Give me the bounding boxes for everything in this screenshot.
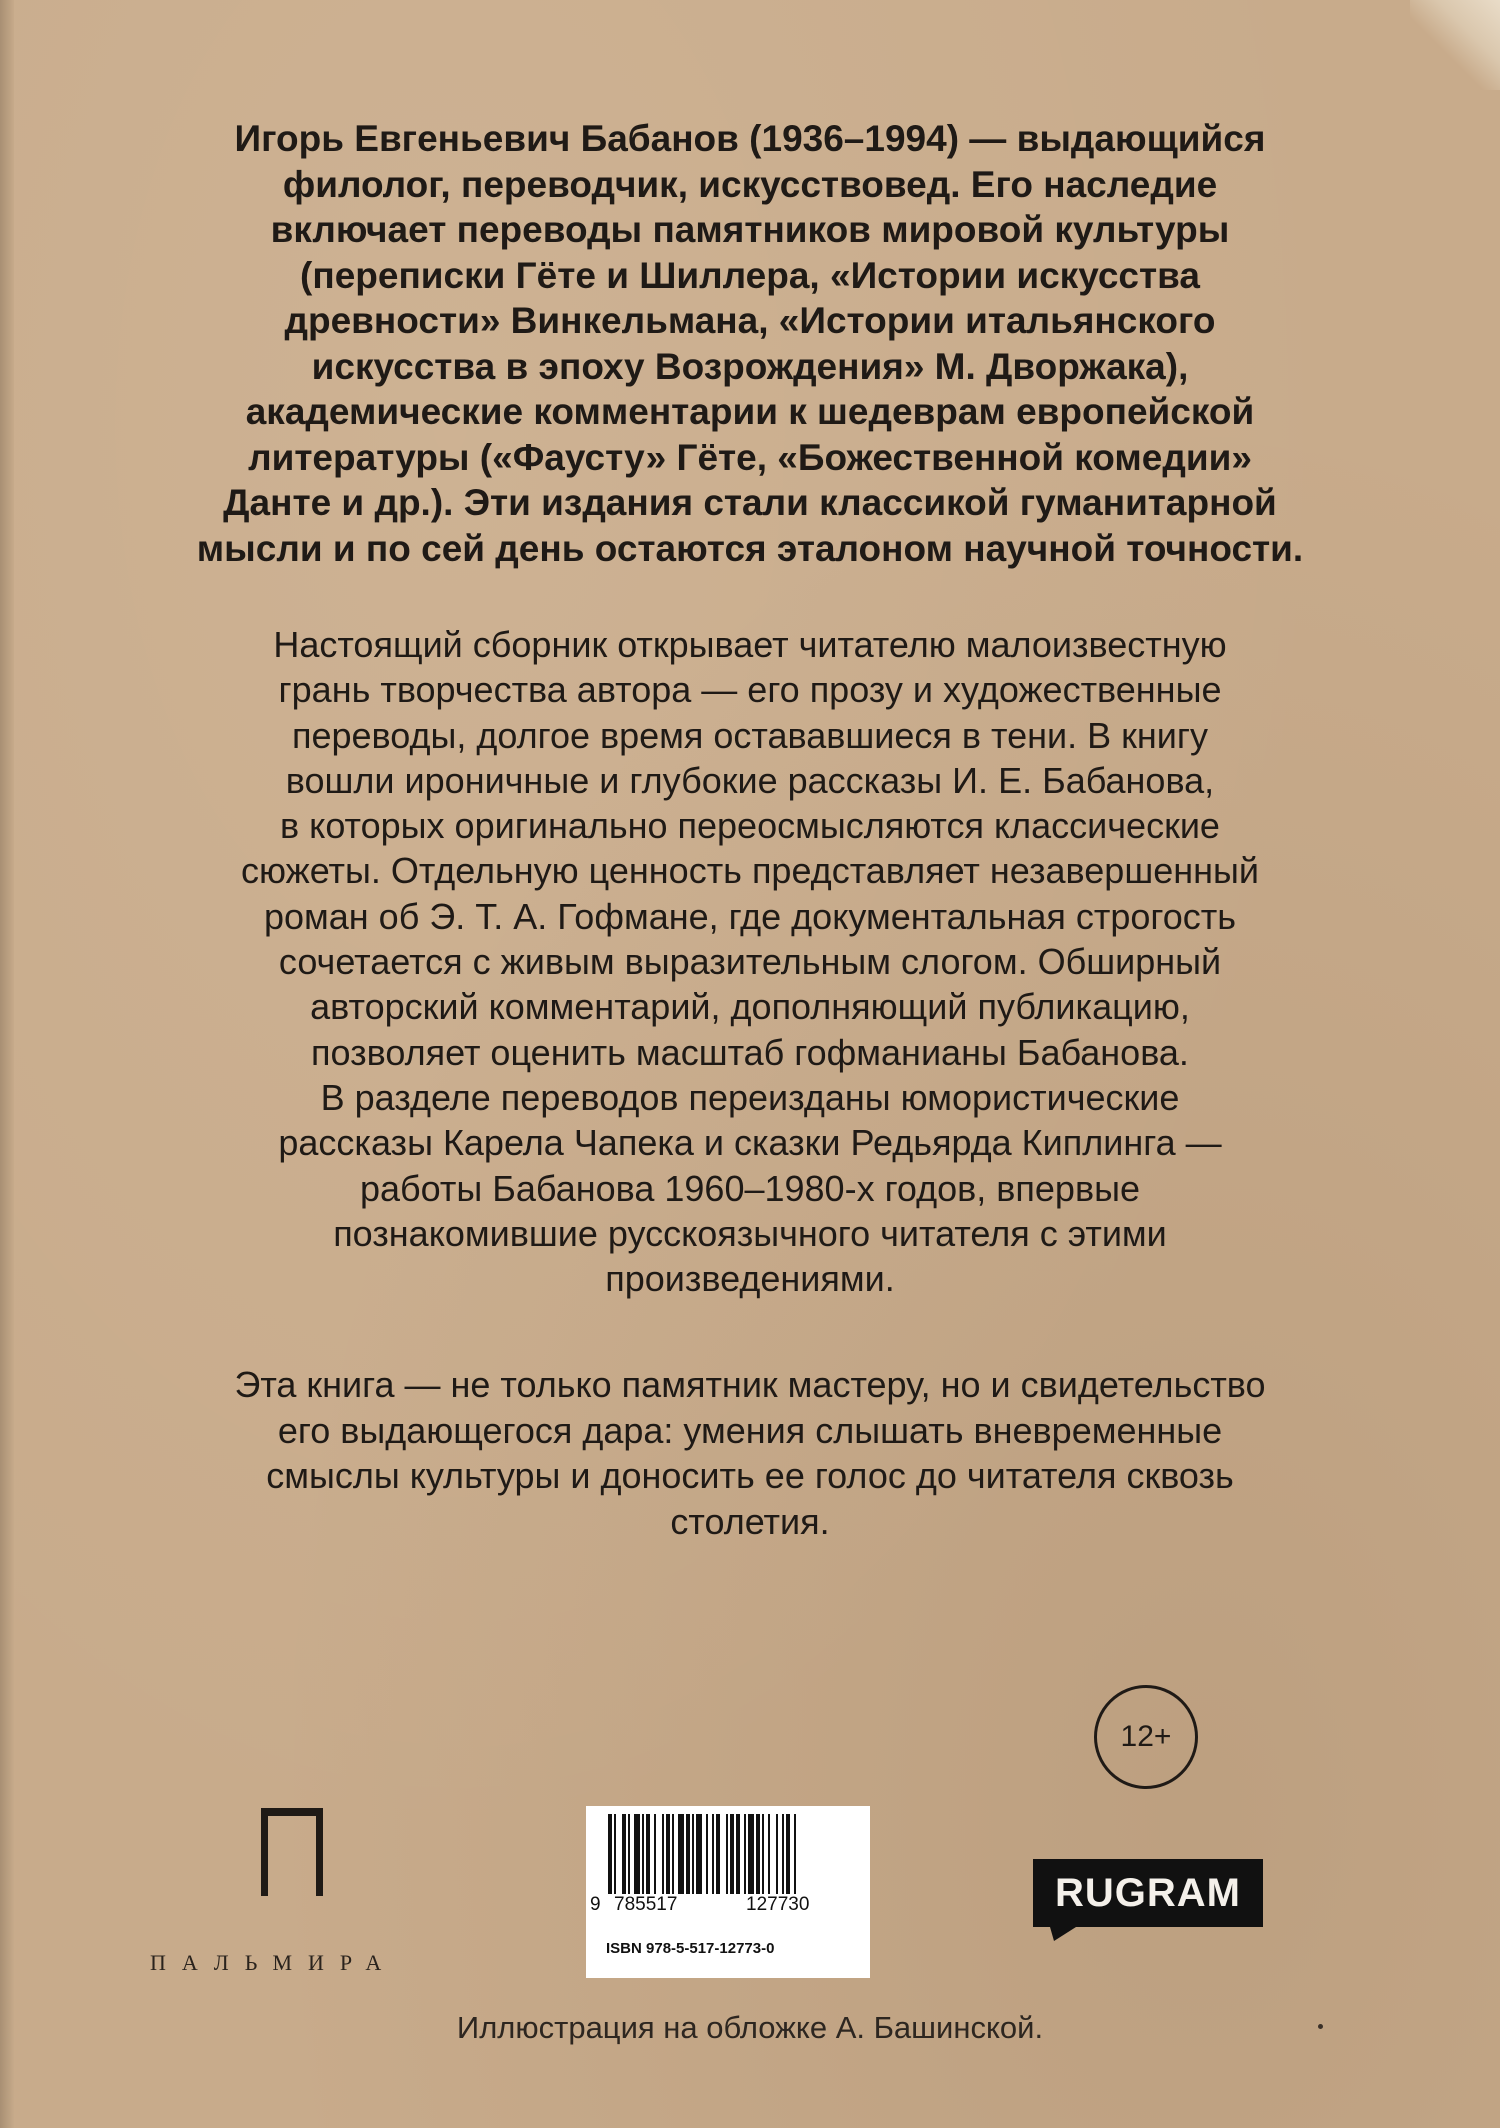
- barcode-bar: [768, 1814, 770, 1894]
- barcode-bar: [646, 1814, 650, 1894]
- barcode-bar: [794, 1814, 796, 1894]
- publisher-name: ПАЛЬМИРА: [150, 1950, 398, 1975]
- closing-line: смыслы культуры и доносить ее голос до читателя сквозь: [266, 1455, 1234, 1496]
- description-line: сюжеты. Отдельную ценность представляет незавершенный: [241, 850, 1259, 892]
- rugram-logo: RUGRAM: [1033, 1859, 1263, 1927]
- description-line: Настоящий сборник открывает читателю малоизвестную: [273, 624, 1227, 665]
- description-line: переводы, долгое время остававшиеся в тени. В книгу: [291, 714, 1209, 756]
- book-description: [100, 622, 1400, 1301]
- barcode-bar: [628, 1814, 630, 1894]
- bio-line: включает переводы памятников мировой культуры: [270, 209, 1230, 250]
- description-line: в которых оригинально переосмысляются классические: [280, 805, 1220, 847]
- isbn-number: ISBN 978-5-517-12773-0: [606, 1940, 775, 1957]
- description-line: грань творчества автора — его прозу и художественные: [278, 669, 1222, 711]
- barcode-bar: [712, 1814, 714, 1894]
- bio-line: филолог, переводчик, искусствовед. Его наследие: [282, 163, 1218, 205]
- barcode-bar: [692, 1814, 694, 1894]
- barcode-bar: [748, 1814, 754, 1894]
- age-rating-badge: 12+: [1094, 1685, 1198, 1789]
- palmyra-gate-icon: [258, 1806, 326, 1898]
- barcode-bar: [696, 1814, 702, 1894]
- bio-line: академические комментарии к шедеврам европейской: [245, 391, 1255, 432]
- description-line: авторский комментарий, дополняющий публикацию,: [310, 986, 1190, 1028]
- barcode-bar: [678, 1814, 684, 1894]
- spine-shadow: [0, 0, 14, 2128]
- worn-corner: [1410, 0, 1500, 90]
- barcode-bar: [744, 1814, 746, 1894]
- barcode-bar: [666, 1814, 670, 1894]
- barcode-first-digit: 9: [590, 1894, 601, 1915]
- bio-line: Данте и др.). Эти издания стали классикой гуманитарной: [223, 482, 1277, 523]
- barcode-bar: [654, 1814, 656, 1894]
- barcode-bar: [726, 1814, 728, 1894]
- barcode-bar: [756, 1814, 760, 1894]
- bio-line: литературы («Фаусту» Гёте, «Божественной комедии»: [248, 436, 1252, 478]
- barcode-bar: [662, 1814, 664, 1894]
- description-line: В разделе переводов переизданы юмористические: [320, 1076, 1180, 1118]
- bio-line: древности» Винкельмана, «Истории итальянского: [284, 300, 1216, 341]
- barcode-bar: [672, 1814, 674, 1894]
- barcode-bar: [706, 1814, 708, 1894]
- barcode-bar: [776, 1814, 778, 1894]
- closing-line: Эта книга — не только памятник мастеру, но и свидетельство: [234, 1364, 1266, 1405]
- barcode-bar: [730, 1814, 734, 1894]
- barcode-right-group: 127730: [746, 1894, 810, 1915]
- barcode-bar: [782, 1814, 784, 1894]
- barcode-bar: [642, 1814, 644, 1894]
- barcode-bar: [634, 1814, 640, 1894]
- illustration-credit: Иллюстрация на обложке А. Башинской.: [456, 2010, 1044, 2045]
- barcode-bar: [716, 1814, 720, 1894]
- barcode-bar: [622, 1814, 626, 1894]
- surface-speck: [1318, 2024, 1323, 2029]
- bio-line: (переписки Гёте и Шиллера, «Истории искусства: [300, 254, 1200, 296]
- barcode-left-group: 785517: [614, 1894, 678, 1915]
- description-line: роман об Э. Т. А. Гофмане, где документальная строгость: [263, 895, 1237, 937]
- barcode-bar: [614, 1814, 616, 1894]
- barcode-bar: [686, 1814, 690, 1894]
- description-line: рассказы Карела Чапека и сказки Редьярда Киплинга —: [278, 1122, 1222, 1164]
- barcode-bar: [608, 1814, 612, 1894]
- closing-line: столетия.: [670, 1500, 830, 1542]
- closing-statement: [100, 1362, 1400, 1544]
- barcode-bar: [762, 1814, 764, 1894]
- description-line: позволяет оценить масштаб гофманианы Бабанова.: [311, 1031, 1189, 1073]
- bio-line: мысли и по сей день остаются эталоном научной точности.: [196, 527, 1304, 569]
- description-line: произведениями.: [605, 1258, 895, 1300]
- description-line: вошли ироничные и глубокие рассказы И. Е. Бабанова,: [285, 759, 1215, 801]
- barcode-bar: [786, 1814, 790, 1894]
- rugram-logo-tab: [1050, 1927, 1076, 1941]
- bio-line: Игорь Евгеньевич Бабанов (1936–1994) — выдающийся: [234, 118, 1266, 159]
- description-line: познакомившие русскоязычного читателя с этими: [333, 1212, 1167, 1254]
- author-bio: [100, 116, 1400, 571]
- bio-line: искусства в эпоху Возрождения» М. Дворжака),: [311, 345, 1189, 387]
- closing-line: его выдающегося дара: умения слышать вневременные: [277, 1409, 1223, 1451]
- description-line: работы Бабанова 1960–1980-х годов, впервые: [360, 1167, 1140, 1209]
- barcode-bar: [736, 1814, 740, 1894]
- description-line: сочетается с живым выразительным слогом. Обширный: [278, 941, 1222, 983]
- isbn-barcode: [586, 1806, 870, 1978]
